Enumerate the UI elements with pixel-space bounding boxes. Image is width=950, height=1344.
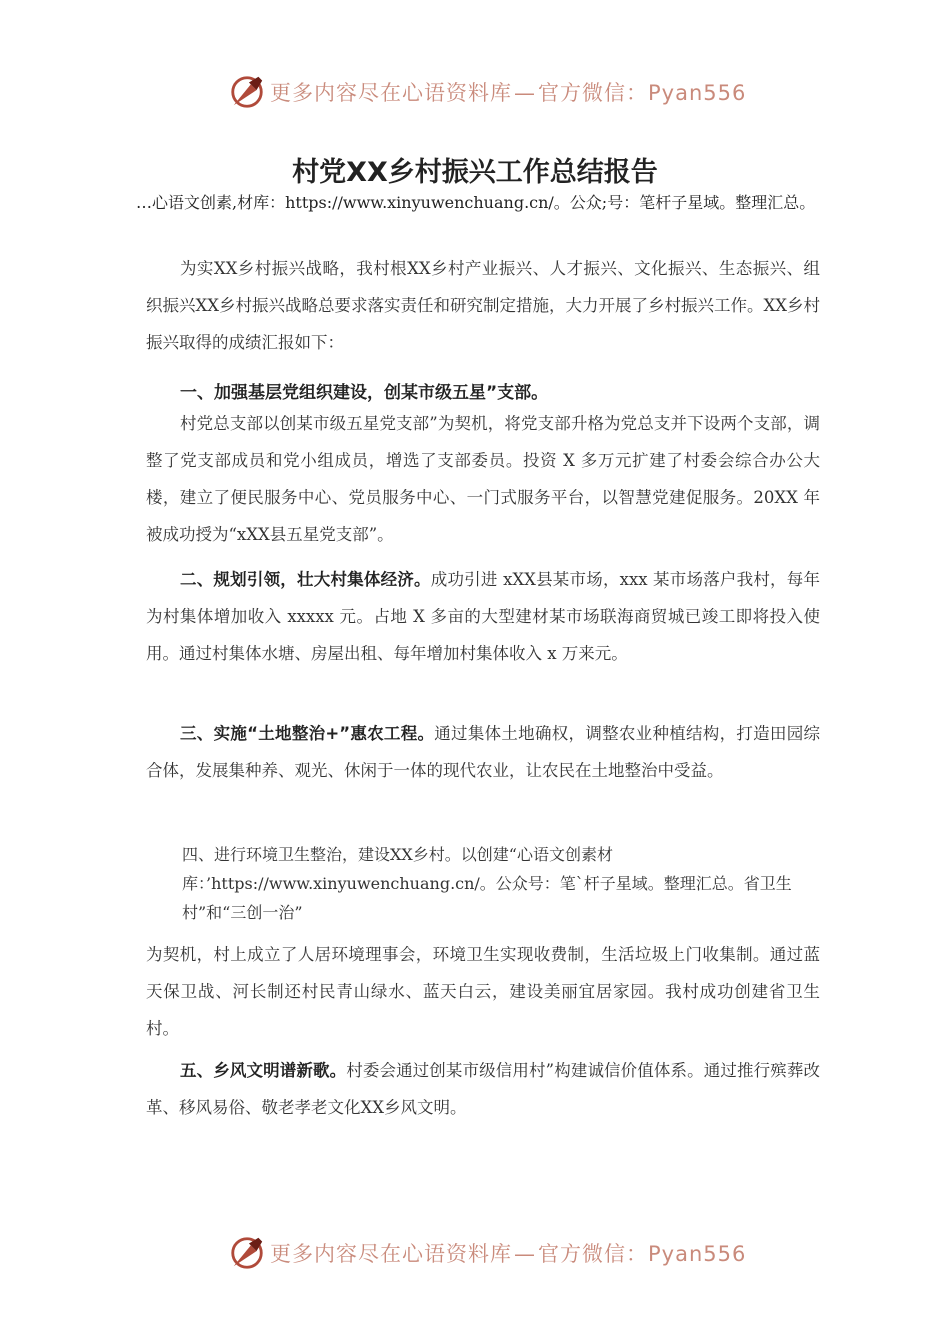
- source-note: …心语文创素,材库：https://www.xinyuwenchuang.cn/。公众;号：笔杆子星域。整理汇总。: [136, 193, 816, 212]
- banner-wechat-text: 官方微信：Pyan556: [538, 81, 747, 105]
- document-title: 村党XX乡村振兴工作总结报告: [292, 157, 658, 188]
- header-banner: [228, 72, 746, 112]
- section4-body: 为契机，村上成立了人居环境理事会，环境卫生实现收费制，生活垃圾上门收集制。通过蓝天保卫战、河长制还村民青山绿水、蓝天白云，建设美丽宜居家园。我村成功创建省卫生村。: [146, 945, 820, 1038]
- banner-main-text: 更多内容尽在心语资料库: [270, 81, 512, 105]
- banner-text: [270, 77, 746, 107]
- section2-paragraph: [146, 561, 820, 672]
- banner-text: [270, 1238, 746, 1268]
- banner-dash: —: [514, 1242, 536, 1266]
- section3-heading: 三、实施“土地整治+”惠农工程。: [180, 724, 435, 743]
- section5-heading: 五、乡风文明谱新歌。: [180, 1061, 347, 1080]
- banner-dash: —: [514, 81, 536, 105]
- section4-intro: 四、进行环境卫生整治，建设XX乡村。以创建“心语文创素材库：’https://www.xinyuwenchuang.cn/。公众号：笔`杆子星域。整理汇总。省卫生村”和“三创一治”: [182, 845, 792, 922]
- banner-main-text: 更多内容尽在心语资料库: [270, 1242, 512, 1266]
- intro-paragraph: 为实XX乡村振兴战略，我村根XX乡村产业振兴、人才振兴、文化振兴、生态振兴、组织振兴XX乡村振兴战略总要求落实责任和研究制定措施，大力开展了乡村振兴工作。XX乡村振兴取得的成绩汇报如下：: [146, 259, 820, 352]
- banner-wechat-text: 官方微信：Pyan556: [538, 1242, 747, 1266]
- section3-paragraph: [146, 715, 820, 789]
- section5-body: 村委会通过创某市级信用村”构建诚信价值体系。通过推行殡葬改革、移风易俗、敬老孝老文化XX乡风文明。: [146, 1061, 821, 1117]
- pen-nib-icon: [228, 1234, 266, 1272]
- section5-paragraph: [146, 1052, 820, 1126]
- section1-body: 村党总支部以创某市级五星党支部”为契机，将党支部升格为党总支并下设两个支部，调整了党支部成员和党小组成员，增选了支部委员。投资 X 多万元扩建了村委会综合办公大楼，建立了便民服务中心、党员服务中心、一门式服务平台，以智慧党建促服务。20XX 年被成功授为“xXX县五星党支部”。: [146, 414, 820, 544]
- section1-heading: 一、加强基层党组织建设，创某市级五星”支部。: [180, 383, 549, 403]
- pen-nib-icon: [228, 73, 266, 111]
- footer-banner: [228, 1233, 746, 1273]
- section2-body: 成功引进 xXX县某市场，xxx 某市场落户我村，每年为村集体增加收入 xxxxx 元。占地 X 多亩的大型建材某市场联海商贸城已竣工即将投入使用。通过村集体水塘、房屋出租、每年增加村集体收入 x 万来元。: [146, 570, 820, 663]
- section3-body: 通过集体土地确权，调整农业种植结构，打造田园综合体，发展集种养、观光、休闲于一体的现代农业，让农民在土地整治中受益。: [146, 724, 820, 780]
- section2-heading: 二、规划引领，壮大村集体经济。: [180, 570, 431, 589]
